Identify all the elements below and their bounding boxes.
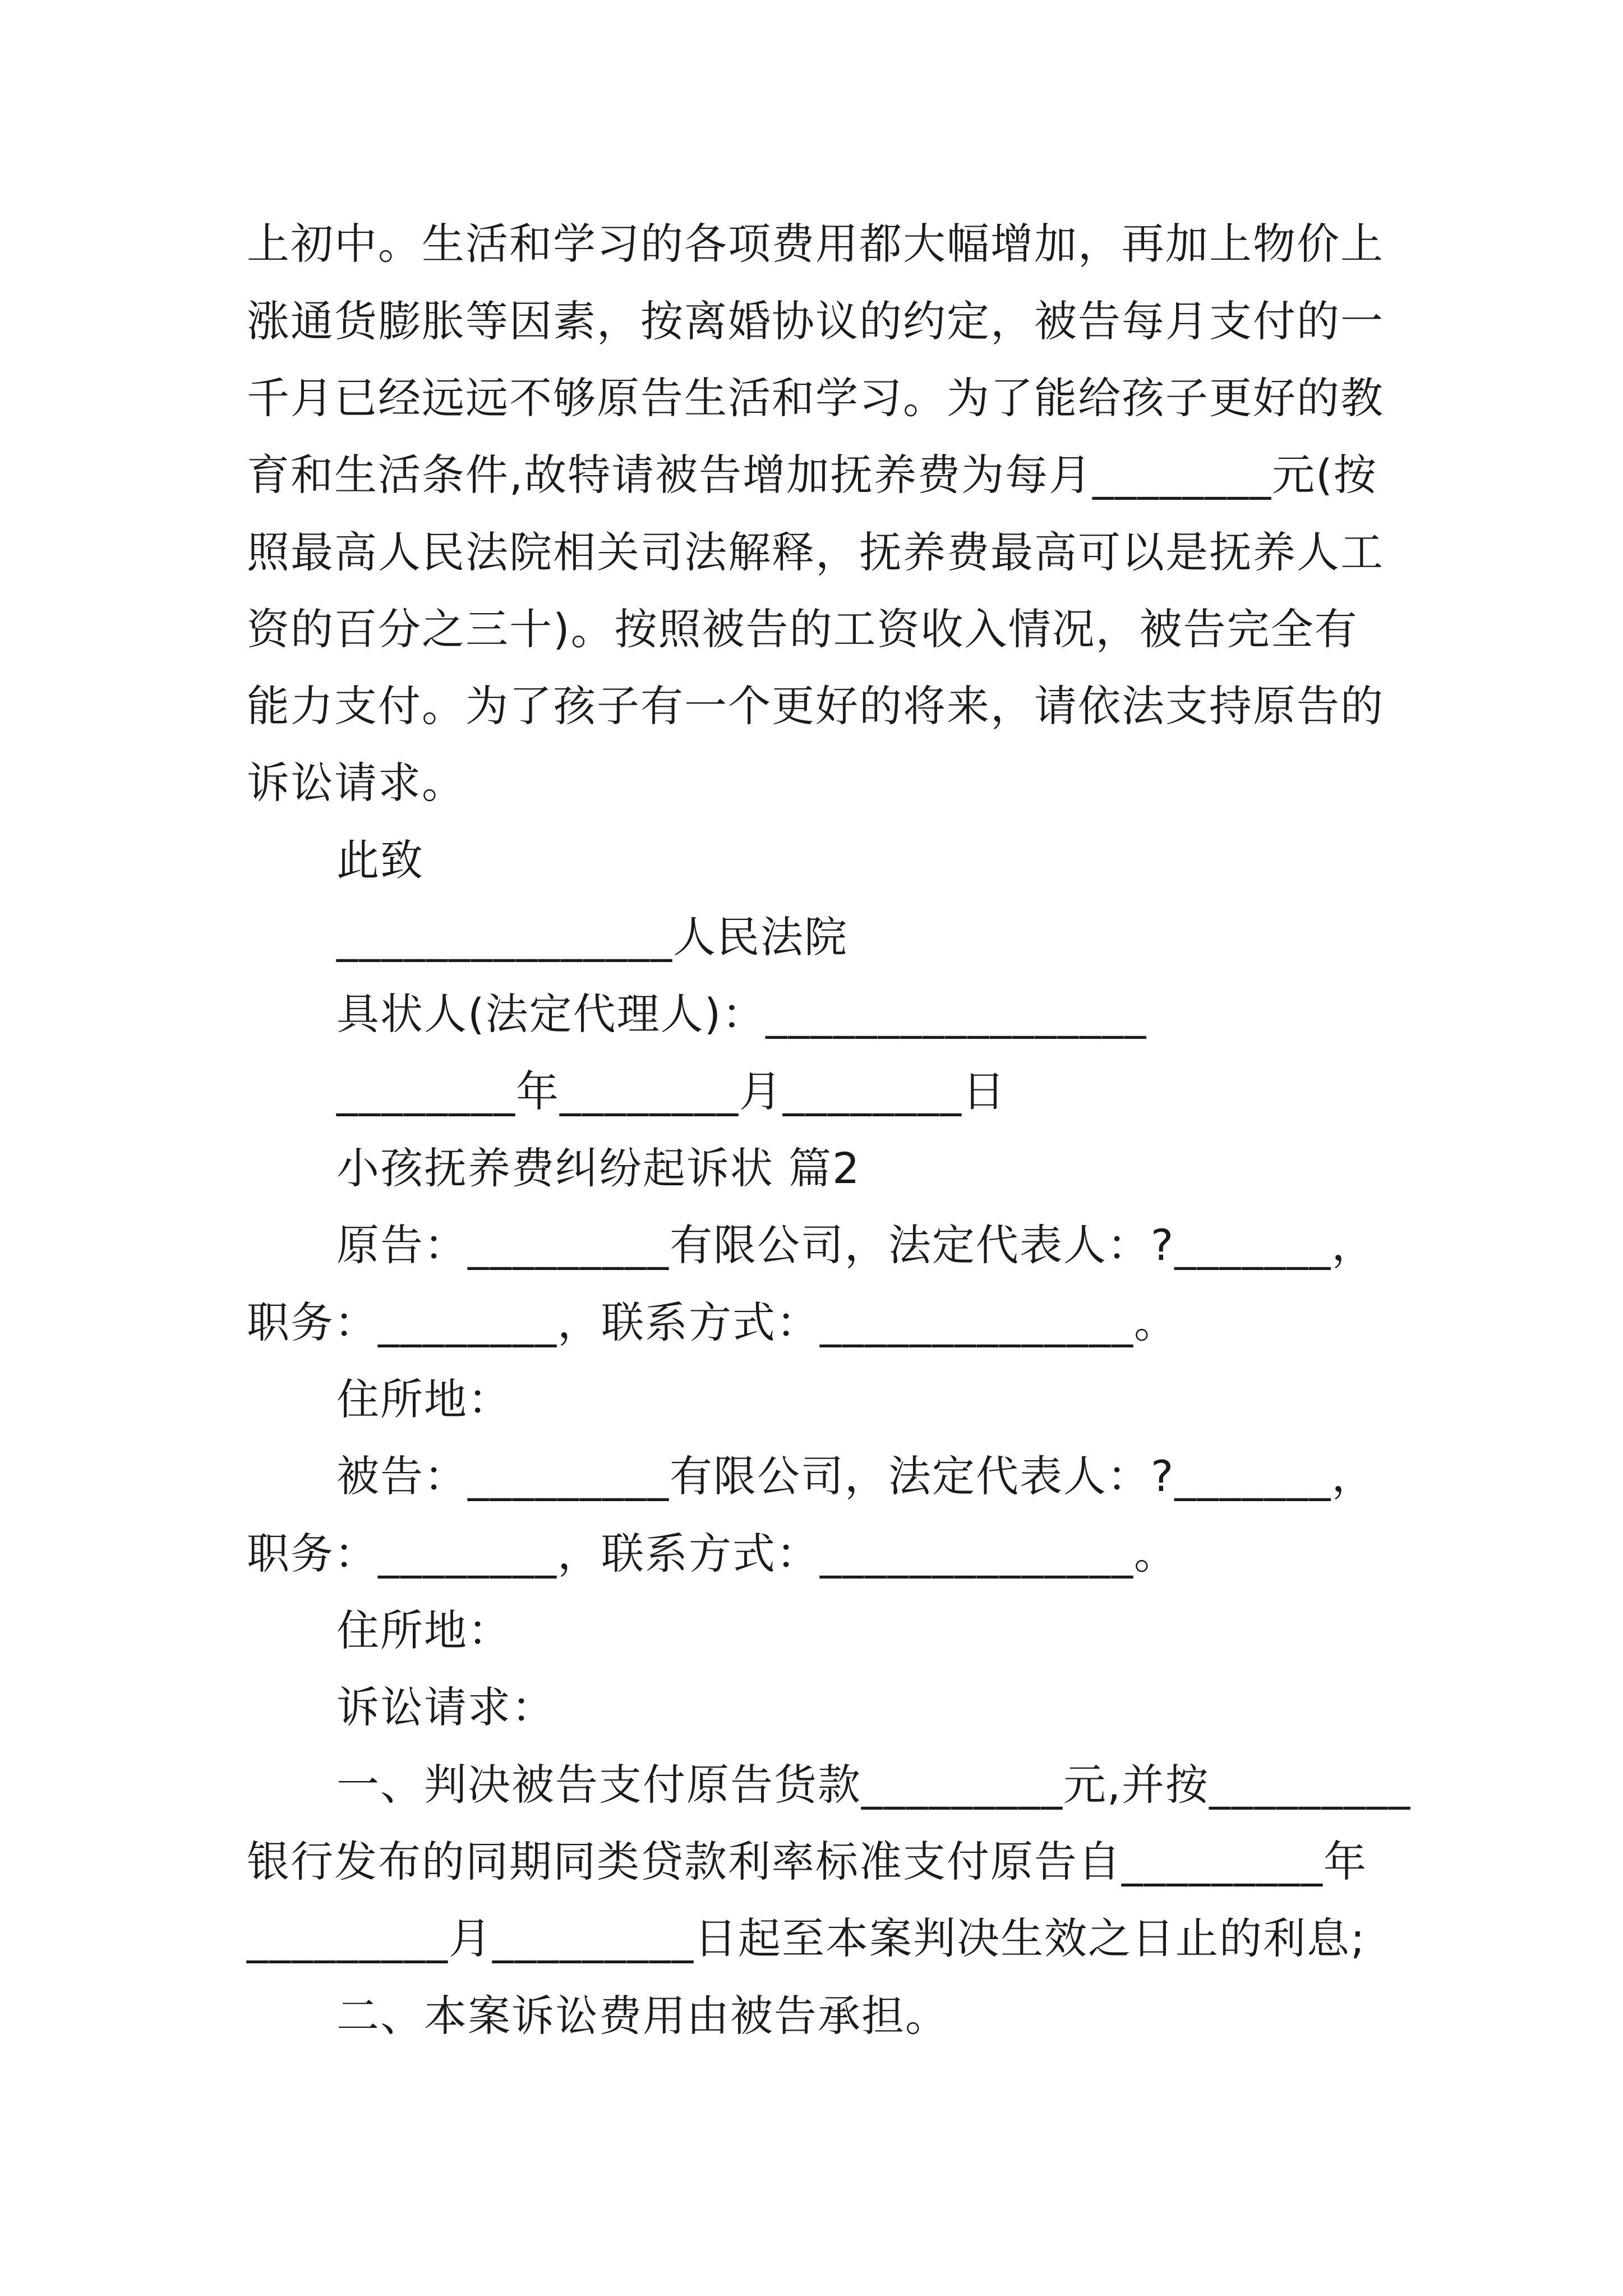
plaintiff-contact-line: 职务：________，联系方式：______________。 [247, 1297, 1178, 1347]
paragraph-line: 照最高人民法院相关司法解释，抚养费最高可以是抚养人工 [247, 527, 1384, 577]
paragraph-line: 上初中。生活和学习的各项费用都大幅增加，再加上物价上 [247, 219, 1384, 269]
claim-line: 银行发布的同期同类贷款利率标准支付原告自_________年 [247, 1837, 1367, 1887]
salutation: 此致 [336, 835, 424, 885]
paragraph-line: 育和生活条件,故特请被告增加抚养费为每月________元(按 [247, 450, 1377, 500]
plaintiff-line: 原告：_________有限公司，法定代表人：?_______， [336, 1220, 1376, 1270]
plaintiff-address-line: 住所地： [336, 1374, 511, 1424]
claims-heading: 诉讼请求： [336, 1682, 555, 1732]
claim-line: 一、判决被告支付原告货款_________元,并按_________ [336, 1760, 1412, 1810]
court-line: _______________人民法院 [336, 912, 848, 962]
section-heading: 小孩抚养费纠纷起诉状 篇2 [336, 1143, 861, 1193]
paragraph-line: 资的百分之三十)。按照被告的工资收入情况，被告完全有 [247, 604, 1358, 654]
signer-line: 具状人(法定代理人)：_________________ [336, 989, 1147, 1039]
claim-line: _________月_________日起至本案判决生效之日止的利息; [247, 1913, 1366, 1963]
defendant-line: 被告：_________有限公司，法定代表人：?_______， [336, 1451, 1376, 1501]
claim-line: 二、本案诉讼费用由被告承担。 [336, 1991, 949, 2041]
paragraph-line: 涨通货膨胀等因素，按离婚协议的约定，被告每月支付的一 [247, 296, 1384, 346]
date-line: ________年________月________日 [336, 1066, 1006, 1116]
paragraph-line: 诉讼请求。 [247, 758, 465, 808]
paragraph-line: 千月已经远远不够原告生活和学习。为了能给孩子更好的教 [247, 373, 1384, 423]
defendant-contact-line: 职务：________，联系方式：______________。 [247, 1529, 1178, 1579]
defendant-address-line: 住所地： [336, 1605, 511, 1655]
paragraph-line: 能力支付。为了孩子有一个更好的将来，请依法支持原告的 [247, 681, 1384, 731]
